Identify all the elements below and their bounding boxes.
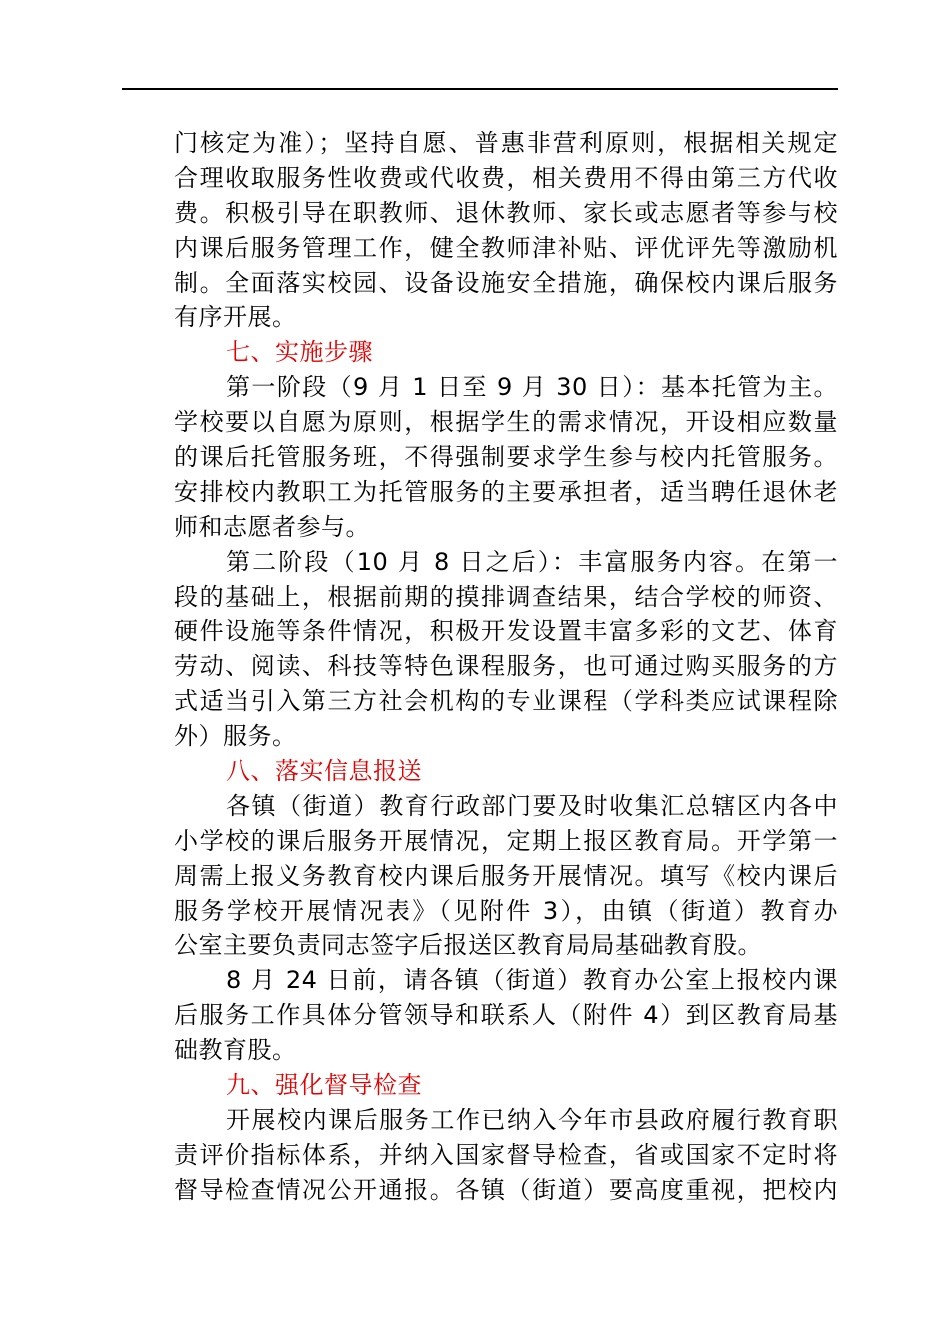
paragraph-start: 8 月 24 日前，请各镇（街道）教育办公室上报校内课 <box>226 966 838 995</box>
section-heading-7: 七、实施步骤 <box>226 338 373 367</box>
text-line: 的课后托管服务班，不得强制要求学生参与校内托管服务。 <box>174 443 838 472</box>
text-line: 础教育股。 <box>174 1036 297 1065</box>
text-line: 段的基础上，根据前期的摸排调查结果，结合学校的师资、 <box>174 582 838 611</box>
text-line: 费。积极引导在职教师、退休教师、家长或志愿者等参与校 <box>174 198 838 227</box>
text-line: 外）服务。 <box>174 722 297 751</box>
text-line: 责评价指标体系，并纳入国家督导检查，省或国家不定时将 <box>174 1140 838 1169</box>
text-line: 劳动、阅读、科技等特色课程服务，也可通过购买服务的方 <box>174 652 838 681</box>
section-heading-8: 八、落实信息报送 <box>226 757 422 786</box>
text-line: 公室主要负责同志签字后报送区教育局局基础教育股。 <box>174 931 762 960</box>
text-line: 式适当引入第三方社会机构的专业课程（学科类应试课程除 <box>174 687 838 716</box>
section-heading-9: 九、强化督导检查 <box>226 1071 422 1100</box>
text-line: 服务学校开展情况表》（见附件 3），由镇（街道）教育办 <box>174 896 838 925</box>
text-line: 硬件设施等条件情况，积极开发设置丰富多彩的文艺、体育 <box>174 617 838 646</box>
header-rule <box>122 88 838 90</box>
text-line: 门核定为准）；坚持自愿、普惠非营利原则，根据相关规定 <box>174 129 838 157</box>
text-line: 督导检查情况公开通报。各镇（街道）要高度重视，把校内 <box>174 1175 838 1204</box>
text-line: 学校要以自愿为原则，根据学生的需求情况，开设相应数量 <box>174 408 838 437</box>
text-line: 周需上报义务教育校内课后服务开展情况。填写《校内课后 <box>174 861 838 890</box>
text-line: 师和志愿者参与。 <box>174 512 370 541</box>
text-line: 内课后服务管理工作，健全教师津补贴、评优评先等激励机 <box>174 233 838 262</box>
paragraph-start: 开展校内课后服务工作已纳入今年市县政府履行教育职 <box>226 1105 838 1134</box>
paragraph-start: 第二阶段（10 月 8 日之后）：丰富服务内容。在第一 <box>226 547 838 576</box>
text-line: 有序开展。 <box>174 303 297 332</box>
text-line: 小学校的课后服务开展情况，定期上报区教育局。开学第一 <box>174 826 838 855</box>
document-body <box>174 126 838 1208</box>
text-line: 合理收取服务性收费或代收费，相关费用不得由第三方代收 <box>174 163 838 192</box>
text-line: 制。全面落实校园、设备设施安全措施，确保校内课后服务 <box>174 268 838 297</box>
paragraph-start: 各镇（街道）教育行政部门要及时收集汇总辖区内各中 <box>226 791 838 820</box>
text-line: 安排校内教职工为托管服务的主要承担者，适当聘任退休老 <box>174 477 838 506</box>
text-line: 后服务工作具体分管领导和联系人（附件 4）到区教育局基 <box>174 1001 838 1030</box>
paragraph-start: 第一阶段（9 月 1 日至 9 月 30 日）：基本托管为主。 <box>226 373 838 402</box>
